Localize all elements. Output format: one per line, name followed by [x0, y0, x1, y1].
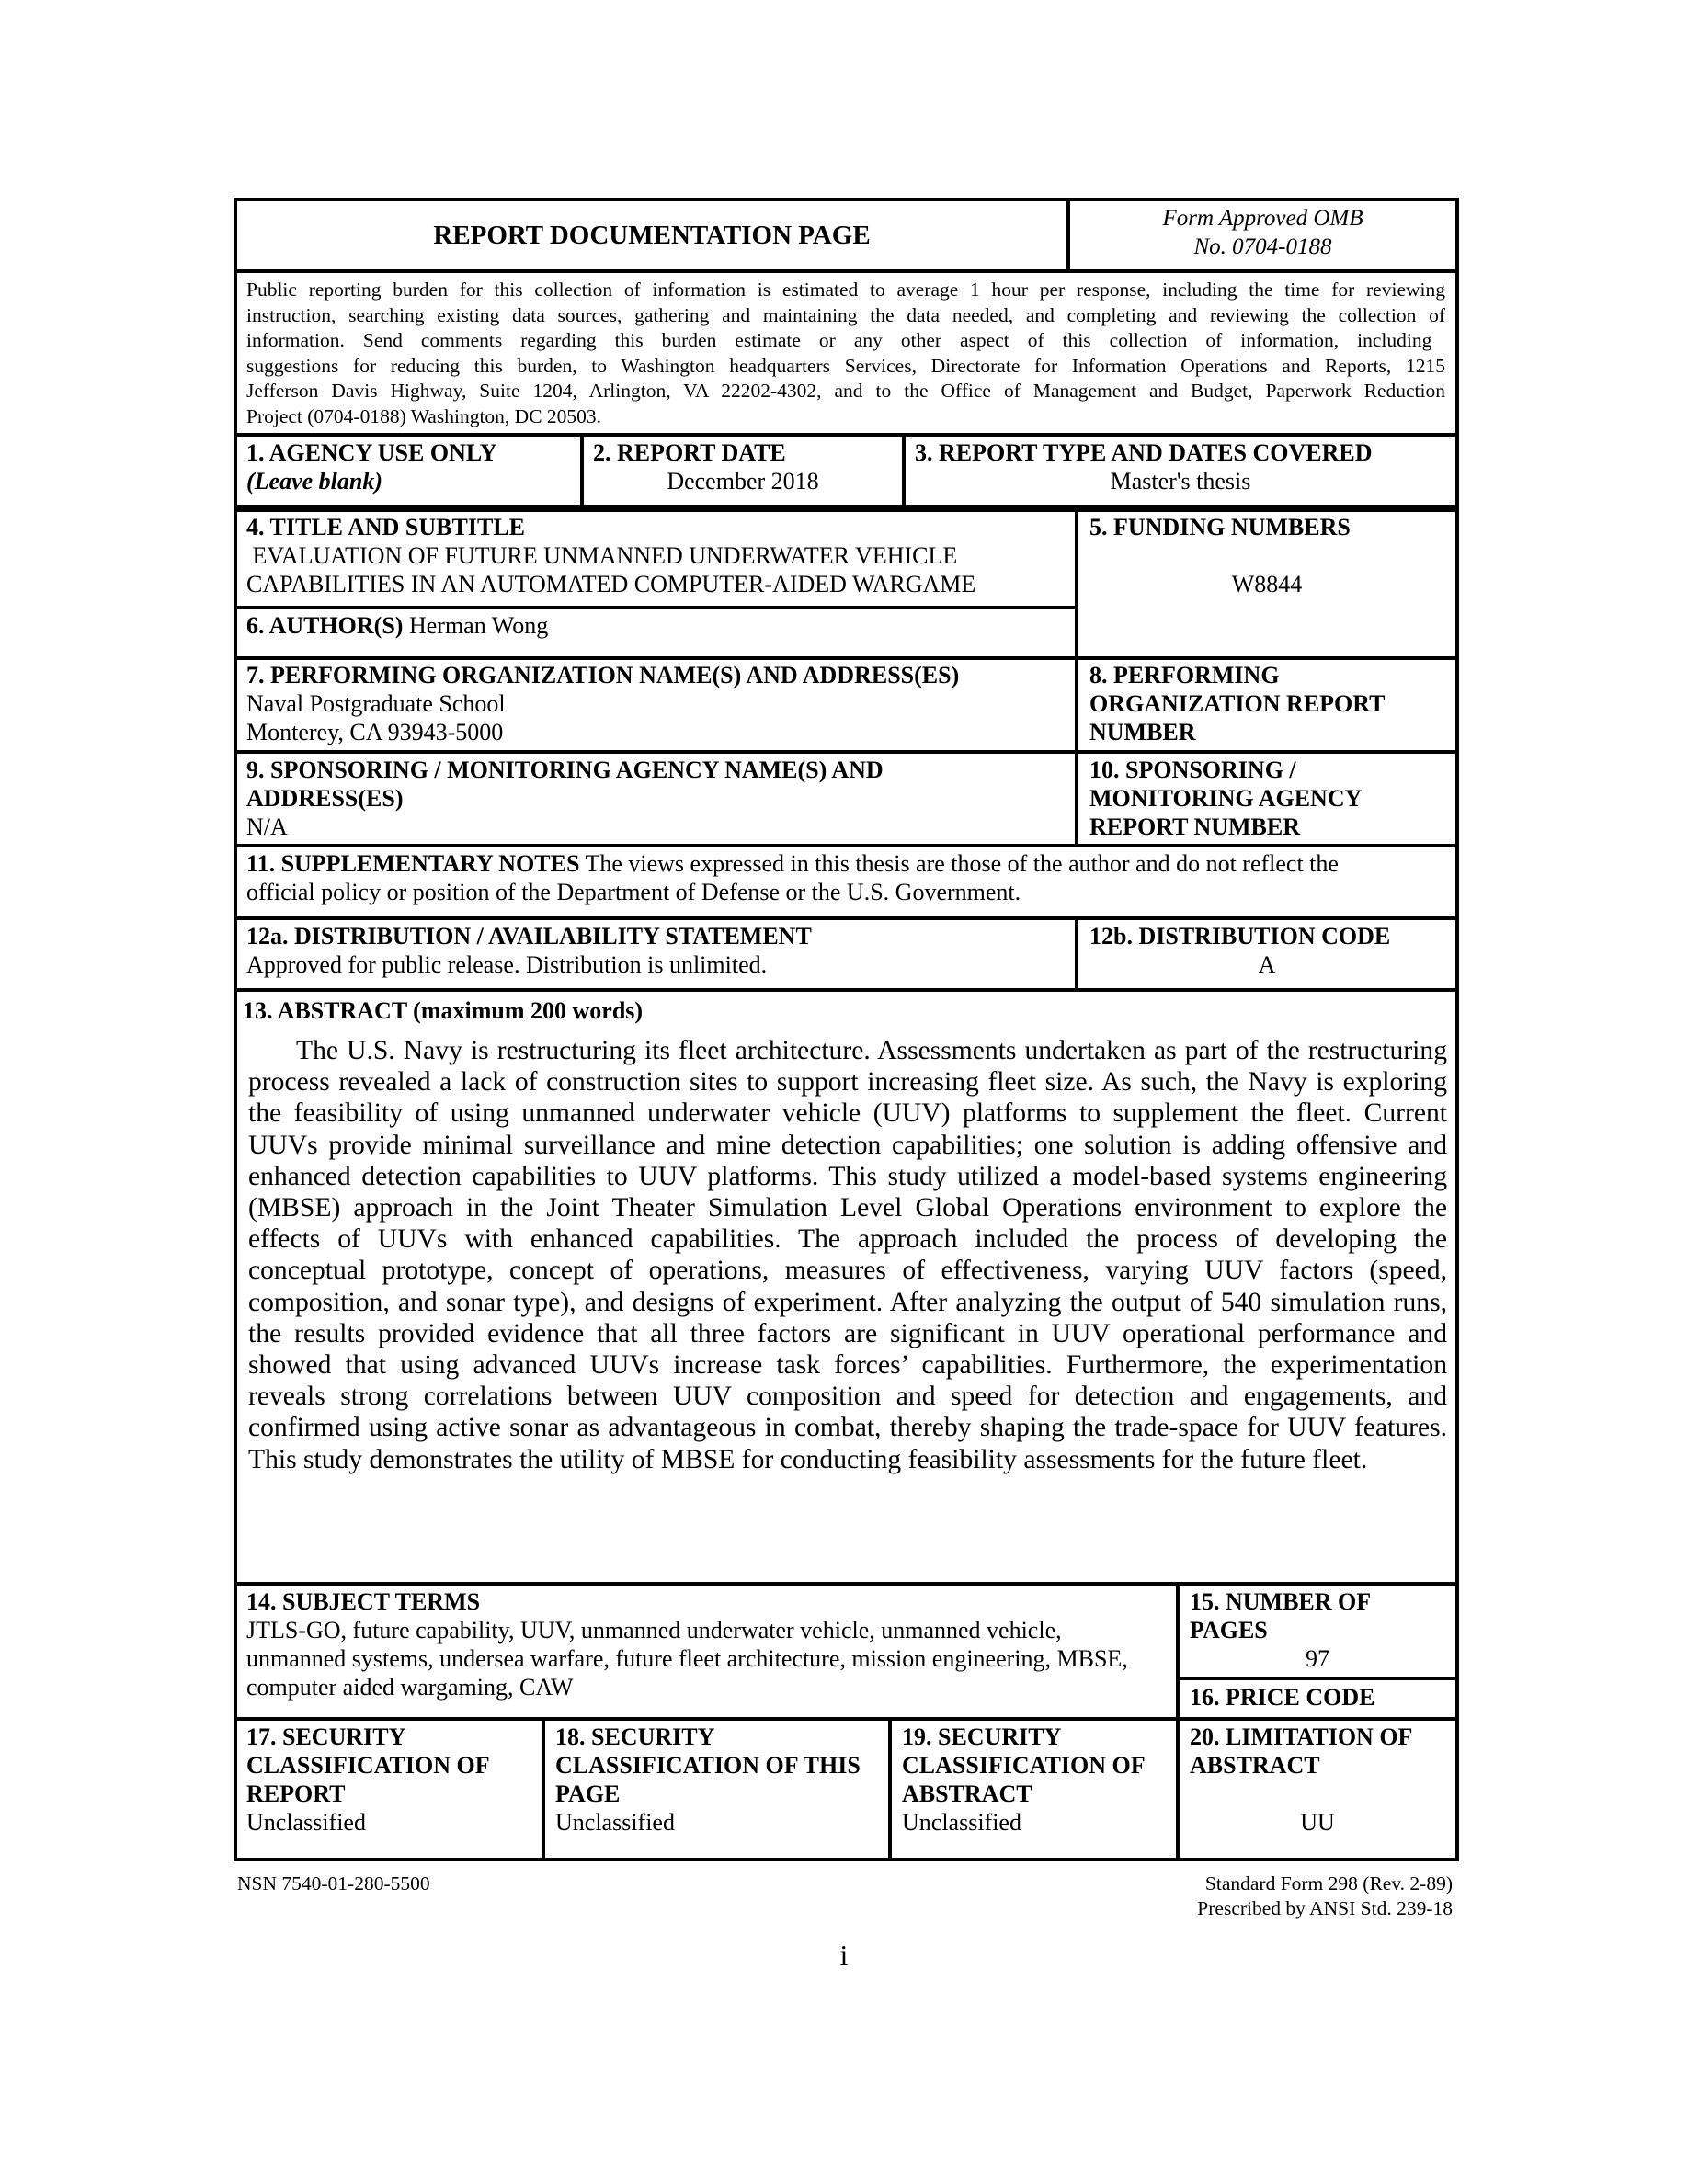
sec-abstract-label: ABSTRACT	[902, 1780, 1032, 1807]
burden-line: instruction, searching existing data sources, gathering and maintaining the data needed, and completing and reviewing the collection of	[246, 303, 1445, 326]
abstract-line: (MBSE) approach in the Joint Theater Simulation Level Global Operations environment to explore the	[248, 1193, 1447, 1223]
sec-abstract-label: 19. SECURITY	[902, 1723, 1062, 1750]
abstract-line: process revealed a lack of construction sites to support increasing fleet size. As such, the Navy is exploring	[248, 1067, 1447, 1098]
sponsoring-label: ADDRESS(ES)	[246, 785, 404, 812]
burden-line: Jefferson Davis Highway, Suite 1204, Arlington, VA 22202-4302, and to the Office of Management and Budget, Paperwork Reduction	[246, 380, 1445, 402]
title-line: CAPABILITIES IN AN AUTOMATED COMPUTER-AIDED WARGAME	[246, 571, 976, 597]
author-row	[246, 611, 548, 640]
abstract-line: conceptual prototype, concept of operations, measures of effectiveness, varying UUV factors (speed,	[248, 1256, 1447, 1286]
burden-line: Public reporting burden for this collection of information is estimated to average 1 hour per response, including the time for reviewing	[246, 279, 1445, 301]
author-value: Herman Wong	[403, 612, 549, 639]
performing-report-label: ORGANIZATION REPORT	[1089, 690, 1386, 717]
sec-page-label: 18. SECURITY	[555, 1723, 715, 1750]
sponsoring-report-label: 10. SPONSORING /	[1089, 756, 1296, 783]
title-line: EVALUATION OF FUTURE UNMANNED UNDERWATER VEHICLE	[246, 542, 958, 569]
standard-form: Standard Form 298 (Rev. 2-89)	[1204, 1872, 1453, 1894]
funding-value: W8844	[1231, 571, 1303, 597]
report-date-value: December 2018	[667, 468, 819, 495]
abstract-line: reveals strong correlations between UUV composition and speed for detection and engagements, and	[248, 1382, 1447, 1412]
performing-report-label: 8. PERFORMING	[1089, 662, 1280, 688]
subject-terms-line: JTLS-GO, future capability, UUV, unmanned underwater vehicle, unmanned vehicle,	[246, 1617, 1062, 1644]
supplementary-text: The views expressed in this thesis are those of the author and do not reflect the	[579, 850, 1339, 877]
omb-approval: Form Approved OMB	[1162, 206, 1363, 231]
sponsoring-report-label: REPORT NUMBER	[1089, 813, 1301, 840]
agency-use-label: 1. AGENCY USE ONLY	[246, 439, 497, 466]
distribution-code-value: A	[1258, 951, 1276, 978]
distribution-value: Approved for public release. Distribution is unlimited.	[246, 951, 768, 978]
sec-report-label: CLASSIFICATION OF	[246, 1752, 490, 1779]
burden-line: Project (0704-0188) Washington, DC 20503.	[246, 404, 602, 427]
burden-line: information. Send comments regarding this burden estimate or any other aspect of this collection of information, including	[246, 329, 1432, 351]
abstract-line: effects of UUVs with enhanced capabilities. The approach included the process of developing the	[248, 1224, 1447, 1255]
subject-terms-label: 14. SUBJECT TERMS	[246, 1588, 481, 1615]
limitation-value: UU	[1300, 1809, 1335, 1836]
subject-terms-line: unmanned systems, undersea warfare, future fleet architecture, mission engineering, MBSE,	[246, 1645, 1128, 1672]
abstract-line: confirmed using active sonar as advantageous in combat, thereby shaping the trade-space for UUV features.	[248, 1413, 1447, 1443]
pages-value: 97	[1306, 1645, 1329, 1672]
abstract-line: The U.S. Navy is restructuring its fleet architecture. Assessments undertaken as part of the restructuring	[296, 1036, 1447, 1065]
subject-terms-line: computer aided wargaming, CAW	[246, 1674, 574, 1701]
sec-page-label: PAGE	[555, 1780, 621, 1807]
performing-report-label: NUMBER	[1089, 719, 1196, 745]
agency-use-note: (Leave blank)	[246, 468, 383, 495]
sec-abstract-value: Unclassified	[902, 1809, 1021, 1836]
distribution-label: 12a. DISTRIBUTION / AVAILABILITY STATEMENT	[246, 923, 812, 950]
abstract-label: 13. ABSTRACT (maximum 200 words)	[243, 997, 644, 1024]
abstract-line: the feasibility of using unmanned underwater vehicle (UUV) platforms to supplement the fleet. Current	[248, 1098, 1447, 1129]
limitation-label: 20. LIMITATION OF	[1190, 1723, 1413, 1750]
page-number: i	[839, 1939, 849, 1972]
performing-org-line: Naval Postgraduate School	[246, 690, 506, 717]
distribution-code-label: 12b. DISTRIBUTION CODE	[1089, 923, 1391, 950]
limitation-label: ABSTRACT	[1190, 1752, 1320, 1779]
performing-org-label: 7. PERFORMING ORGANIZATION NAME(S) AND ADDRESS(ES)	[246, 662, 960, 688]
abstract-line: enhanced detection capabilities to UUV platforms. This study utilized a model-based systems engineering	[248, 1161, 1447, 1191]
report-date-label: 2. REPORT DATE	[593, 439, 786, 466]
performing-org-line: Monterey, CA 93943-5000	[246, 719, 504, 745]
report-type-value: Master's thesis	[1110, 468, 1251, 495]
abstract-line: This study demonstrates the utility of MBSE for conducting feasibility assessments for the future fleet.	[248, 1444, 1368, 1474]
sponsoring-value: N/A	[246, 813, 288, 840]
title-label: 4. TITLE AND SUBTITLE	[246, 514, 525, 540]
price-code-label: 16. PRICE CODE	[1190, 1684, 1375, 1711]
supplementary-row	[246, 849, 1339, 878]
nsn-number: NSN 7540-01-280-5500	[237, 1872, 430, 1894]
sponsoring-report-label: MONITORING AGENCY	[1089, 785, 1363, 812]
burden-line: suggestions for reducing this burden, to Washington headquarters Services, Directorate for Information Operations and Reports, 1215	[246, 354, 1445, 377]
page-title: REPORT DOCUMENTATION PAGE	[433, 221, 871, 250]
sec-report-label: 17. SECURITY	[246, 1723, 406, 1750]
sec-report-label: REPORT	[246, 1780, 346, 1807]
abstract-line: UUVs provide minimal surveillance and mine detection capabilities; one solution is adding offensive and	[248, 1130, 1447, 1160]
prescribed-by: Prescribed by ANSI Std. 239-18	[1197, 1897, 1453, 1919]
pages-label: 15. NUMBER OF	[1190, 1588, 1372, 1615]
supplementary-text: official policy or position of the Department of Defense or the U.S. Government.	[246, 879, 1021, 905]
sec-page-value: Unclassified	[555, 1809, 675, 1836]
author-label: 6. AUTHOR(S)	[246, 612, 404, 639]
supplementary-label: 11. SUPPLEMENTARY NOTES	[246, 850, 580, 877]
sec-page-label: CLASSIFICATION OF THIS	[555, 1752, 861, 1779]
omb-number: No. 0704-0188	[1193, 234, 1332, 259]
abstract-line: composition, and sonar type), and designs of experiment. After analyzing the output of 540 simulation runs,	[248, 1287, 1447, 1317]
abstract-line: showed that using advanced UUVs increase task forces’ capabilities. Furthermore, the experimentation	[248, 1350, 1447, 1380]
sponsoring-label: 9. SPONSORING / MONITORING AGENCY NAME(S) AND	[246, 756, 884, 783]
report-type-label: 3. REPORT TYPE AND DATES COVERED	[915, 439, 1373, 466]
sec-abstract-label: CLASSIFICATION OF	[902, 1752, 1146, 1779]
pages-label: PAGES	[1190, 1617, 1268, 1644]
sec-report-value: Unclassified	[246, 1809, 366, 1836]
abstract-line: the results provided evidence that all three factors are significant in UUV operational performance and	[248, 1318, 1447, 1348]
funding-label: 5. FUNDING NUMBERS	[1089, 514, 1351, 540]
